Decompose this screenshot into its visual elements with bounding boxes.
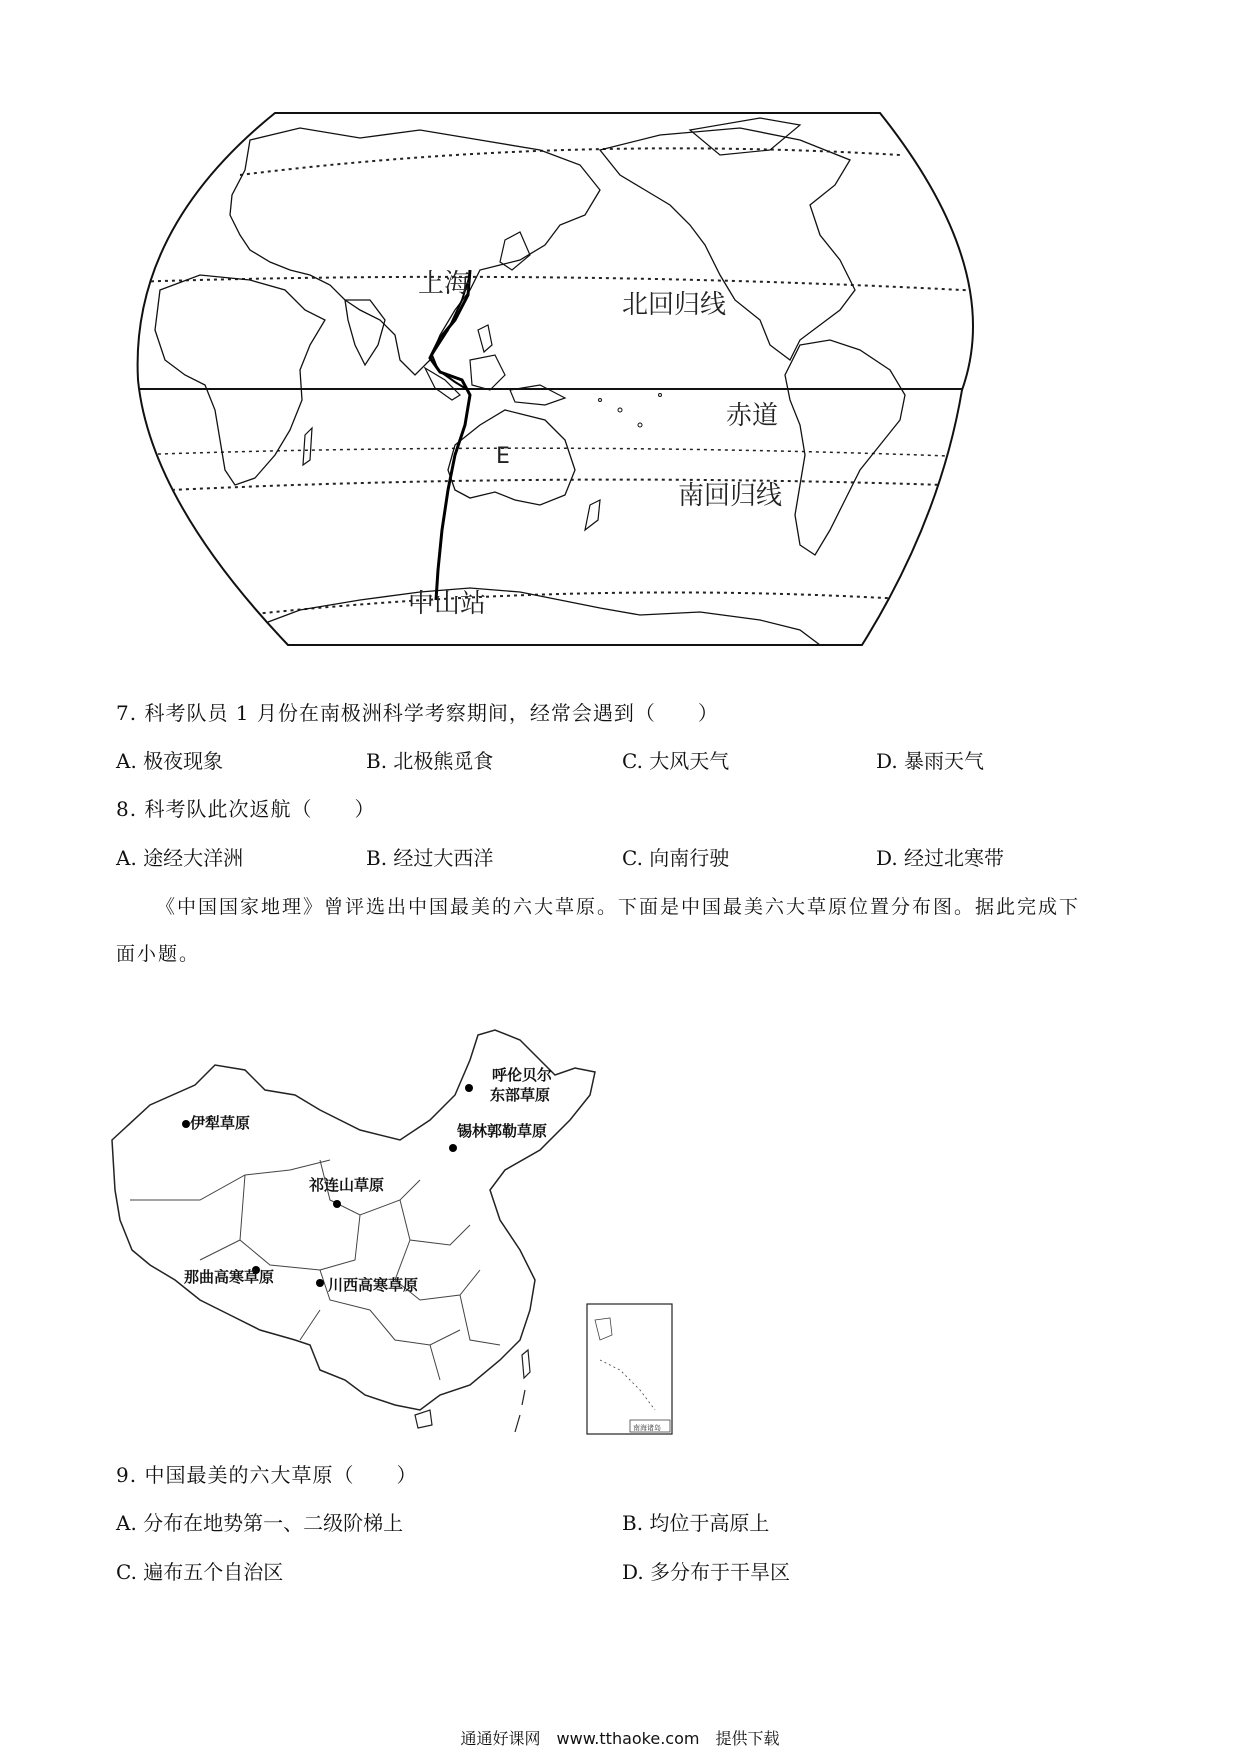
q8-option-c[interactable]: C. 向南行驶 — [622, 846, 730, 870]
q8-option-a[interactable]: A. 途经大洋洲 — [116, 846, 244, 870]
dot-hulunbuir — [465, 1084, 473, 1092]
q8-option-d[interactable]: D. 经过北寒带 — [876, 846, 1005, 870]
intro-line-2: 面小题。 — [116, 943, 201, 965]
question-9-stem: 9. 中国最美的六大草原（ ） — [116, 1463, 418, 1487]
q7-option-d[interactable]: D. 暴雨天气 — [876, 749, 985, 773]
label-point-e: E — [496, 444, 510, 469]
q7-option-a[interactable]: A. 极夜现象 — [116, 749, 224, 773]
question-7-stem: 7. 科考队员 1 月份在南极洲科学考察期间，经常会遇到（ ） — [116, 701, 719, 725]
taiwan-outline — [522, 1350, 530, 1378]
label-qilian: 祁连山草原 — [309, 1176, 385, 1194]
south-sea-inset-label: 南海诸岛 — [633, 1424, 661, 1432]
hainan-outline — [415, 1410, 432, 1428]
south-sea-inset — [587, 1304, 672, 1434]
q8-option-b[interactable]: B. 经过大西洋 — [366, 846, 494, 870]
label-zhongshan-station: 中山站 — [408, 589, 487, 619]
label-yili: 伊犁草原 — [190, 1114, 251, 1132]
dot-qilian — [333, 1200, 341, 1208]
page-footer: 通通好课网 www.tthaoke.com 提供下载 — [460, 1729, 780, 1748]
label-chuanxi: 川西高寒草原 — [328, 1276, 419, 1294]
q9-option-a[interactable]: A. 分布在地势第一、二级阶梯上 — [116, 1511, 404, 1535]
intro-line-1: 《中国国家地理》曾评选出中国最美的六大草原。下面是中国最美六大草原位置分布图。据此完成下 — [156, 896, 1081, 918]
question-8-stem: 8. 科考队此次返航（ ） — [116, 797, 376, 821]
q7-option-c[interactable]: C. 大风天气 — [622, 749, 730, 773]
label-hulunbuir-1: 呼伦贝尔 — [492, 1066, 553, 1084]
label-hulunbuir-2: 东部草原 — [490, 1086, 551, 1104]
label-tropic-of-cancer: 北回归线 — [622, 290, 727, 320]
dot-yili — [182, 1120, 190, 1128]
label-equator: 赤道 — [726, 401, 779, 431]
label-shanghai: 上海 — [418, 269, 471, 299]
label-xilingol: 锡林郭勒草原 — [457, 1122, 548, 1140]
q9-option-c[interactable]: C. 遍布五个自治区 — [116, 1560, 284, 1584]
label-naqu: 那曲高寒草原 — [184, 1268, 275, 1286]
dot-xilingol — [449, 1144, 457, 1152]
dot-chuanxi — [316, 1279, 324, 1287]
q9-option-d[interactable]: D. 多分布于干旱区 — [622, 1560, 791, 1584]
label-tropic-of-capricorn: 南回归线 — [678, 481, 783, 511]
q7-option-b[interactable]: B. 北极熊觅食 — [366, 749, 494, 773]
q9-option-b[interactable]: B. 均位于高原上 — [622, 1511, 770, 1535]
